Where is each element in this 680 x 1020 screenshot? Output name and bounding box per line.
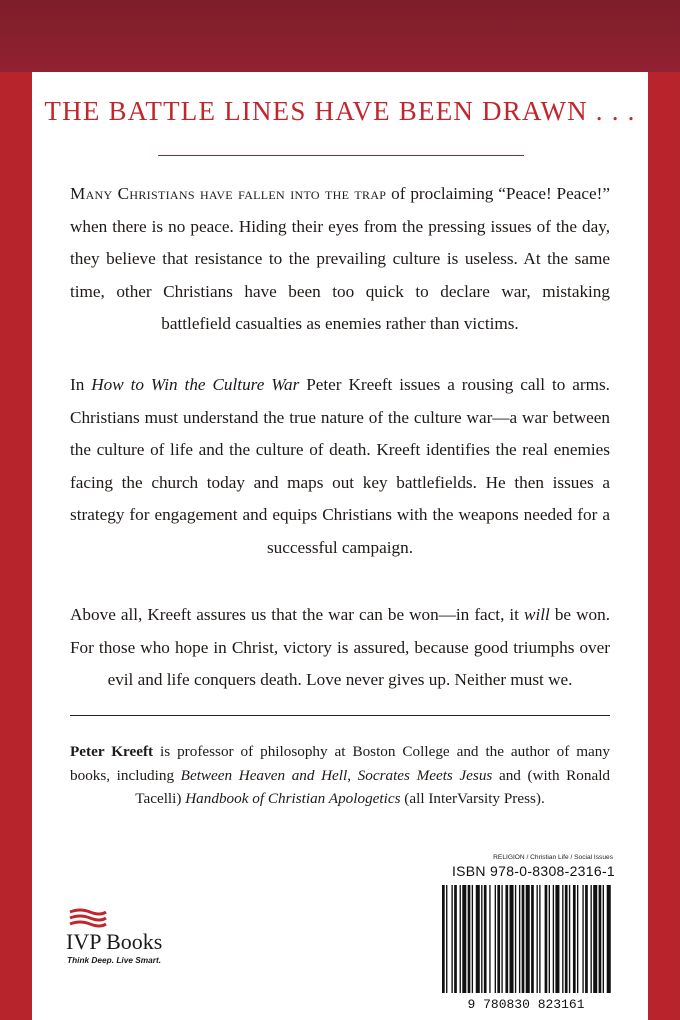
cover-panel <box>32 72 648 1020</box>
barcode-bar <box>446 885 447 993</box>
barcode-bar <box>582 885 583 993</box>
bio-text-3: (all InterVarsity Press). <box>400 790 545 808</box>
barcode-bar <box>573 885 576 993</box>
publisher-logo <box>64 908 194 968</box>
barcode-bar <box>585 885 588 993</box>
barcode-bar <box>537 885 538 993</box>
barcode-bar <box>472 885 473 993</box>
bio-book-3: Handbook of Christian Apologetics <box>185 790 401 808</box>
barcode-bar <box>531 885 534 993</box>
author-bio <box>70 740 610 811</box>
barcode-bar <box>460 885 461 993</box>
barcode-bar <box>519 885 520 993</box>
barcode-bar <box>565 885 568 993</box>
bio-divider <box>70 715 610 716</box>
paragraph-conclusion <box>70 599 610 697</box>
barcode-bar <box>451 885 452 993</box>
bio-book-1: Between Heaven and Hell <box>180 766 348 784</box>
barcode-bar <box>555 885 559 993</box>
barcode-bar <box>481 885 482 993</box>
summary-pre: In <box>70 375 92 394</box>
barcode-bar <box>562 885 563 993</box>
author-name: Peter Kreeft <box>70 743 154 760</box>
publisher-name: IVP Books <box>66 929 163 954</box>
barcode-bar <box>599 885 602 993</box>
conclusion-pre: Above all, Kreeft assures us that the war can be won—in fact, it <box>70 605 524 624</box>
barcode-bar <box>577 885 578 993</box>
barcode-bar <box>476 885 480 993</box>
top-band <box>0 0 680 72</box>
barcode-bar <box>484 885 487 993</box>
intro-lead: Many Christians have fallen into the trap <box>70 184 387 203</box>
paragraph-intro <box>70 178 610 341</box>
barcode-bar <box>539 885 540 993</box>
book-title: How to Win the Culture War <box>91 375 300 394</box>
barcode-bar <box>510 885 514 993</box>
barcode <box>436 883 616 1011</box>
barcode-bar <box>462 885 466 993</box>
bio-text-2: and (with Ronald Tacelli) <box>135 766 611 808</box>
barcode-bar <box>505 885 508 993</box>
conclusion-text: be won. For those who hope in Christ, victory is assured, because good triumphs over evil and life conquers death. Love never gives up. Neither must we. <box>70 605 610 690</box>
paragraph-summary <box>70 369 610 565</box>
barcode-bar <box>495 885 496 993</box>
barcode-bar <box>569 885 570 993</box>
bio-sep-1: , <box>347 766 358 784</box>
barcode-bar <box>593 885 597 993</box>
barcode-bar <box>607 885 611 993</box>
barcode-bars <box>436 883 616 997</box>
summary-text: Peter Kreeft issues a rousing call to arms. Christians must understand the true nature of the culture war—a war between the culture of life and the culture of death. Kreeft identifies the real enemies facing the church today and maps out key battlefields. He then issues a strategy for engagement and equips Christians with the weapons needed for a successful campaign. <box>70 375 610 557</box>
bio-text-1: is professor of philosophy at Boston College and the author of many books, including <box>70 743 610 784</box>
barcode-bar <box>501 885 502 993</box>
conclusion-emphasis: will <box>524 605 550 624</box>
intro-text: of proclaiming “Peace! Peace!” when there is no peace. Hiding their eyes from the pressing issues of the day, they believe that resistance to the prevailing culture is useless. At the same time, other Christians have been too quick to declare war, mistaking battlefield casualties as enemies rather than victims. <box>70 184 610 334</box>
publisher-tagline: Think Deep. Live Smart. <box>67 955 162 965</box>
barcode-bar <box>497 885 500 993</box>
ivp-flag-icon <box>68 908 108 928</box>
barcode-bar <box>603 885 604 993</box>
barcode-bar <box>591 885 592 993</box>
bio-book-2: Socrates Meets Jesus <box>357 766 493 784</box>
barcode-bar <box>526 885 530 993</box>
barcode-bar <box>468 885 471 993</box>
barcode-digits: 9 780830 823161 <box>467 997 585 1012</box>
barcode-bar <box>545 885 548 993</box>
headline-divider <box>158 155 524 156</box>
barcode-bar <box>553 885 554 993</box>
barcode-bar <box>489 885 490 993</box>
isbn-label: ISBN 978-0-8308-2316-1 <box>451 863 615 879</box>
barcode-bar <box>454 885 457 993</box>
barcode-bar <box>549 885 550 993</box>
barcode-bar <box>515 885 516 993</box>
barcode-bar <box>442 885 445 993</box>
headline: THE BATTLE LINES HAVE BEEN DRAWN . . . <box>44 96 636 126</box>
barcode-bar <box>522 885 525 993</box>
category-label: RELIGION / Christian Life / Social Issues <box>493 854 613 861</box>
